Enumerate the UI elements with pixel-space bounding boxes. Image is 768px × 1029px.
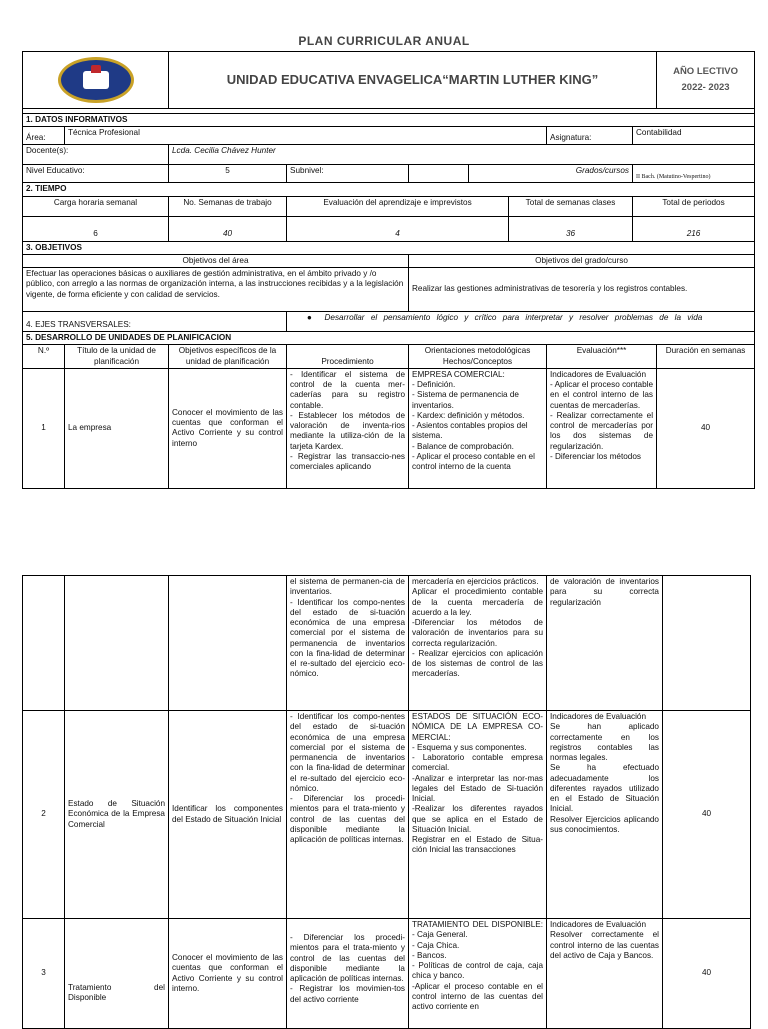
bullet-icon: ● xyxy=(307,313,325,322)
unit-3-orientation-item: TRATAMIENTO DEL DISPONIBLE: - Caja General. xyxy=(412,920,543,940)
grade-objectives-label: Objetivos del grado/curso xyxy=(409,254,755,267)
unit-3-number: 3 xyxy=(23,919,65,1029)
unit-1c-orientation-item: Aplicar el procedimiento contable de la cuenta mercadería de acuerdo a la ley. xyxy=(412,587,543,617)
unit-3-duration: 40 xyxy=(663,919,751,1029)
unit-2-objective: Identificar los componentes del Estado de Situación Inicial xyxy=(169,711,287,919)
unit-1-evaluation-item: Indicadores de Evaluación xyxy=(550,369,647,379)
time-value-work-weeks: 40 xyxy=(169,216,287,241)
units-header-objectives: Objetivos específicos de la unidad de planificación xyxy=(169,345,287,369)
units-header-title: Título de la unidad de planificación xyxy=(65,345,169,369)
unit-1c-title xyxy=(65,576,169,711)
time-value-evaluation: 4 xyxy=(287,216,509,241)
unit-2-procedure-item: - Identificar los compo-nentes del estado de si-tuación económica de una empresa comercial por el sistema de permanencia de inventarios con la fina-lidad de determinar el re-sultado del ejercicio eco-nómico. xyxy=(290,712,405,793)
units-header-duration: Duración en semanas xyxy=(657,345,755,369)
unit-1-procedure-item: - Establecer los métodos de valoración de inventa-rios mediante la utiliza-ción de la tarjeta Kardex. xyxy=(290,410,405,451)
unit-3-procedure xyxy=(287,919,409,1029)
unit-3-objective: Conocer el movimiento de las cuentas que conforman el Activo Corriente y su control interno. xyxy=(169,919,287,1029)
unit-1c-evaluation xyxy=(547,576,663,711)
time-header-periods: Total de periodos xyxy=(633,196,755,216)
area-row xyxy=(23,127,755,145)
unit-row-1-continued xyxy=(23,576,751,711)
year-label: AÑO LECTIVO xyxy=(673,65,738,77)
teacher-row xyxy=(23,145,755,165)
time-header-class-weeks: Total de semanas clases xyxy=(509,196,633,216)
unit-1-orientation-item: - Asientos contables propios del sistema. xyxy=(412,421,528,441)
unit-1c-orientation-item: - Realizar ejercicios con aplicación de los sistemas de control de las mercaderías. xyxy=(412,648,543,679)
section-4-heading: 4. EJES TRANSVERSALES: xyxy=(23,312,287,332)
time-header-weekly-load: Carga horaria semanal xyxy=(23,196,169,216)
unit-2-evaluation-item: Se han aplicado correctamente en los registros contables las normas legales. xyxy=(550,722,659,762)
unit-2-orientation-item: -Analizar e interpretar las nor-mas legales del Estado de Si-tuación Inicial. xyxy=(412,773,543,803)
unit-1c-orientations xyxy=(409,576,547,711)
school-logo-cell xyxy=(23,52,169,109)
unit-3-procedure-item: - Diferenciar los procedi-mientos para el trata-miento y control de las cuentas del disponible mediante la aplicación de políticas internas. xyxy=(290,933,405,983)
grades-value: II Bach. (Matutino-Vespertino) xyxy=(633,165,755,183)
unit-1-number: 1 xyxy=(23,368,65,488)
section-3-heading: 3. OBJETIVOS xyxy=(23,241,755,254)
transversal-axes-row xyxy=(23,312,755,332)
unit-1-orientation-item: - Definición. xyxy=(412,380,456,389)
time-header-work-weeks: No. Semanas de trabajo xyxy=(169,196,287,216)
unit-3-title: Tratamiento del Disponible xyxy=(65,919,169,1029)
subject-value: Contabilidad xyxy=(633,127,755,145)
section-5-heading: 5. DESARROLLO DE UNIDADES DE PLANIFICACION xyxy=(23,332,755,345)
school-year-cell xyxy=(657,52,755,109)
sublevel-value xyxy=(409,165,469,183)
unit-1-objective: Conocer el movimiento de las cuentas que conforman el Activo Corriente y su control interno xyxy=(169,368,287,488)
unit-1-duration: 40 xyxy=(657,368,755,488)
unit-1c-evaluation-item: de valoración de inventarios para su correcta regularización xyxy=(550,577,659,607)
unit-1-orientation-item: - Kardex: definición y métodos. xyxy=(412,410,525,420)
unit-1c-procedure-item: el sistema de permanen-cia de inventarios. xyxy=(290,577,405,597)
time-value-weekly-load: 6 xyxy=(23,216,169,241)
unit-2-evaluation-item: Se ha efectuado adecuadamente los diferentes rayados utilizado en el Estado de Situación Inicial. xyxy=(550,763,659,814)
header-row xyxy=(23,52,755,109)
unit-1-orientation-item: - Balance de comprobación. xyxy=(412,441,514,451)
unit-1-orientation-item: - Sistema de permanencia de inventarios. xyxy=(412,390,519,410)
level-value: 5 xyxy=(169,165,287,183)
transversal-axes-text: Desarrollar el pensamiento lógico y crítico para interpretar y resolver problemas de la vida xyxy=(324,313,703,322)
unit-2-evaluation xyxy=(547,711,663,919)
units-header-evaluation: Evaluación*** xyxy=(547,345,657,369)
unit-2-evaluation-item: Indicadores de Evaluación xyxy=(550,712,647,721)
units-header-number: N.º xyxy=(23,345,65,369)
subject-label: Asignatura: xyxy=(547,127,633,145)
teacher-value: Lcda. Cecilia Chávez Hunter xyxy=(169,145,755,165)
unit-1-orientation-item: - Aplicar el proceso contable en el control interno de la cuenta xyxy=(412,451,535,471)
unit-1c-procedure xyxy=(287,576,409,711)
sublevel-label: Subnivel: xyxy=(287,165,409,183)
unit-3-procedure-item: - Registrar los movimien-tos del activo corriente xyxy=(290,984,405,1004)
unit-1-evaluation xyxy=(547,368,657,488)
unit-1-evaluation-item: - Diferenciar los métodos xyxy=(550,451,642,461)
unit-1c-orientation-item: -Diferenciar los métodos de valoración de inventarios para su correcta regularización. xyxy=(412,618,543,648)
units-header-orientations: Orientaciones metodológicas Hechos/Conceptos xyxy=(409,345,547,369)
unit-row-2 xyxy=(23,711,751,919)
unit-2-orientation-item: Registrar en el Estado de Situa-ción Inicial las transacciones xyxy=(412,835,543,855)
school-seal-logo xyxy=(58,57,134,103)
unit-1c-duration xyxy=(663,576,751,711)
area-objectives-label: Objetivos del área xyxy=(23,254,409,267)
unit-1-procedure xyxy=(287,368,409,488)
unit-1c-objective xyxy=(169,576,287,711)
unit-1-procedure-item: - Registrar las transaccio-nes comerciales aplicando xyxy=(290,451,405,471)
teacher-label: Docente(s): xyxy=(23,145,169,165)
unit-3-orientation-item: - Caja Chica. xyxy=(412,940,460,950)
unit-3-orientation-item: -Aplicar el proceso contable en el control interno de las cuentas del activo corriente en xyxy=(412,981,543,1011)
unit-2-duration: 40 xyxy=(663,711,751,919)
unit-1c-number xyxy=(23,576,65,711)
unit-2-evaluation-item: Resolver Ejercicios aplicando sus conocimientos. xyxy=(550,814,659,834)
grade-objectives-text: Realizar las gestiones administrativas de tesorería y los registros contables. xyxy=(409,268,755,312)
units-header-procedure: Procedimiento xyxy=(287,345,409,369)
plan-page-2 xyxy=(22,575,751,1029)
area-objectives-text: Efectuar las operaciones básicas o auxiliares de gestión administrativa, en el ámbito privado y /o público, con arreglo a las normas de organización interna, a las instrucciones recibidas y a la legislación vigente, de forma eficiente y con calidad de servicios. xyxy=(23,268,409,312)
unit-2-procedure-item: - Diferenciar los procedi-mientos para el trata-miento y control de las cuentas del disponible mediante la aplicación de políticas internas. xyxy=(290,794,405,844)
unit-1c-procedure-item: - Identificar los compo-nentes del estado de si-tuación económica de una empresa comercial por el sistema de permanencia de inventarios con la fina-lidad de determinar el re-sultado del ejercicio eco-nómico. xyxy=(290,597,405,679)
school-name: UNIDAD EDUCATIVA ENVAGELICA“MARTIN LUTHER KING” xyxy=(169,52,657,109)
area-value: Técnica Profesional xyxy=(65,127,547,145)
unit-1-procedure-item: - Identificar el sistema de control de la cuenta mer-caderías para su registro contable. xyxy=(290,369,405,410)
time-value-periods: 216 xyxy=(633,216,755,241)
unit-2-orientation-item: -Realizar los diferentes rayados que se aplica en el Estado de Situación Inicial. xyxy=(412,804,543,834)
unit-2-number: 2 xyxy=(23,711,65,919)
objectives-headers-row xyxy=(23,254,755,267)
unit-row-1 xyxy=(23,368,755,488)
unit-2-orientation-item: ESTADOS DE SITUACIÓN ECO-NÓMICA DE LA EMPRESA CO-MERCIAL: xyxy=(412,712,543,742)
unit-1-title: La empresa xyxy=(65,368,169,488)
unit-1-orientation-item: EMPRESA COMERCIAL: xyxy=(412,369,505,379)
unit-1-evaluation-item: - Aplicar el proceso contable en el control interno de las cuentas de mercaderías. xyxy=(550,380,654,410)
time-header-evaluation: Evaluación del aprendizaje e imprevistos xyxy=(287,196,509,216)
unit-1-evaluation-item: - Realizar correctamente el control de mercaderías por los dos sistemas de regularización. xyxy=(550,410,654,451)
time-values-row xyxy=(23,216,755,241)
unit-row-3 xyxy=(23,919,751,1029)
unit-2-procedure xyxy=(287,711,409,919)
section-2-heading: 2. TIEMPO xyxy=(23,183,755,196)
plan-title: PLAN CURRICULAR ANUAL xyxy=(298,34,470,48)
unit-2-orientation-item: - Esquema y sus componentes. xyxy=(412,742,527,752)
level-row xyxy=(23,165,755,183)
unit-3-evaluation-item: Indicadores de Evaluación xyxy=(550,920,647,929)
year-value: 2022- 2023 xyxy=(681,82,730,93)
time-value-class-weeks: 36 xyxy=(509,216,633,241)
level-label: Nivel Educativo: xyxy=(23,165,169,183)
unit-3-orientation-item: - Bancos. xyxy=(412,950,447,960)
time-headers-row xyxy=(23,196,755,216)
unit-2-orientations xyxy=(409,711,547,919)
unit-1-orientations xyxy=(409,368,547,488)
plan-page-1 xyxy=(22,51,755,489)
section-1-heading: 1. DATOS INFORMATIVOS xyxy=(23,114,755,127)
units-header-row xyxy=(23,345,755,369)
unit-3-orientations xyxy=(409,919,547,1029)
unit-3-evaluation xyxy=(547,919,663,1029)
grades-label: Grados/cursos xyxy=(469,165,633,183)
unit-2-title: Estado de Situación Económica de la Empresa Comercial xyxy=(65,711,169,919)
transversal-axes-cell xyxy=(287,312,755,332)
unit-1c-orientation-item: mercadería en ejercicios prácticos. xyxy=(412,577,539,586)
area-label: Área: xyxy=(23,127,65,145)
objectives-row xyxy=(23,268,755,312)
unit-3-evaluation-item: Resolver correctamente el control interno de las cuentas del activo de Caja y Bancos. xyxy=(550,930,659,960)
unit-3-orientation-item: - Políticas de control de caja, caja chica y banco. xyxy=(412,961,543,981)
unit-2-orientation-item: - Laboratorio contable empresa comercial. xyxy=(412,753,543,773)
